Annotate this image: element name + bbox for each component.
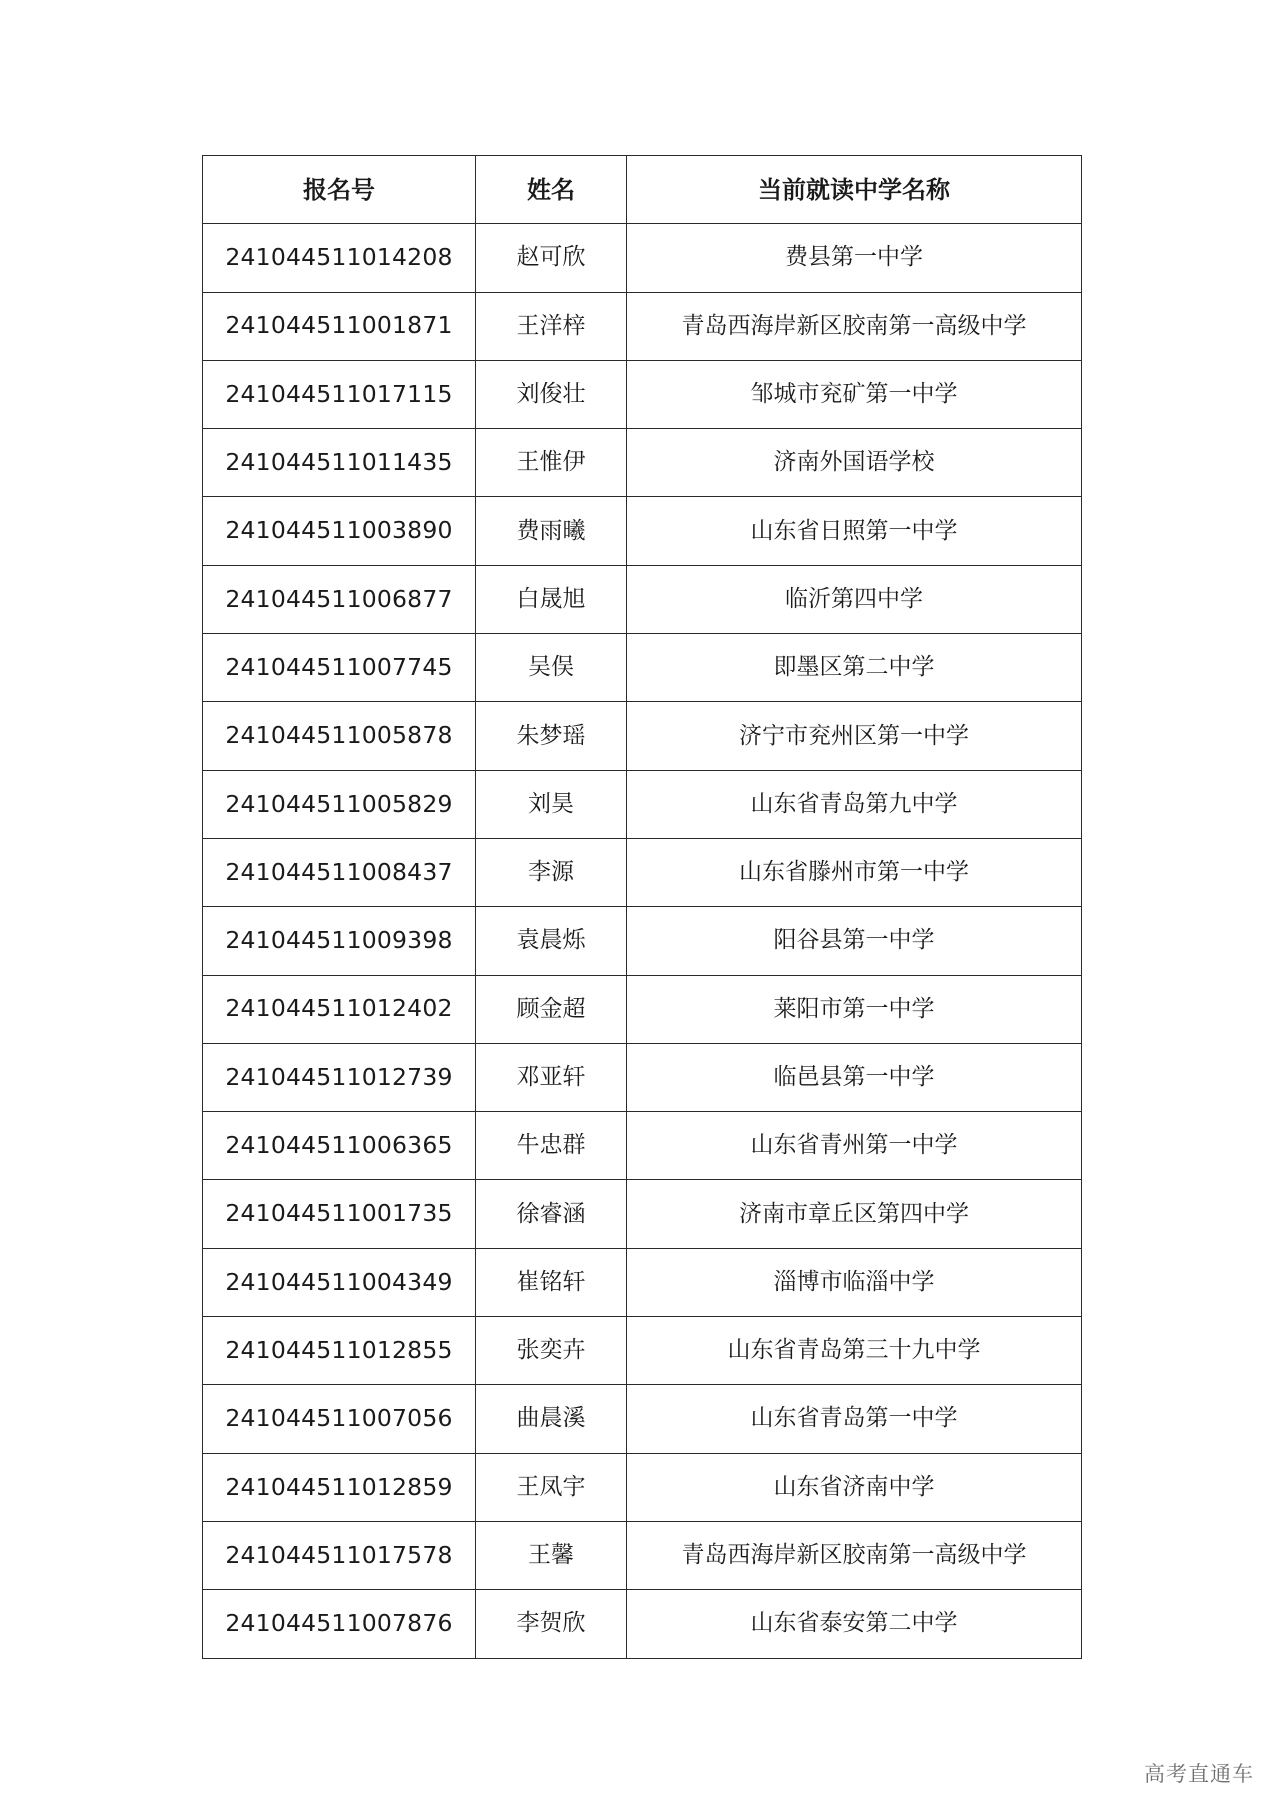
cell-registration-number: 241044511011435 [203,429,476,497]
cell-student-name: 刘俊壮 [476,360,627,428]
cell-school-name: 邹城市兖矿第一中学 [627,360,1082,428]
cell-school-name: 山东省青州第一中学 [627,1112,1082,1180]
table-row [203,634,1082,702]
cell-registration-number: 241044511004349 [203,1248,476,1316]
cell-student-name: 顾金超 [476,975,627,1043]
table-row [203,907,1082,975]
cell-student-name: 徐睿涵 [476,1180,627,1248]
table-row [203,1317,1082,1385]
cell-school-name: 山东省青岛第九中学 [627,770,1082,838]
table-row [203,1112,1082,1180]
cell-school-name: 费县第一中学 [627,224,1082,292]
cell-school-name: 青岛西海岸新区胶南第一高级中学 [627,292,1082,360]
cell-school-name: 山东省泰安第二中学 [627,1590,1082,1658]
cell-registration-number: 241044511005878 [203,702,476,770]
cell-school-name: 莱阳市第一中学 [627,975,1082,1043]
table-row [203,224,1082,292]
table-row [203,975,1082,1043]
cell-registration-number: 241044511008437 [203,838,476,906]
cell-student-name: 王馨 [476,1521,627,1589]
cell-school-name: 青岛西海岸新区胶南第一高级中学 [627,1521,1082,1589]
cell-student-name: 李源 [476,838,627,906]
cell-registration-number: 241044511017578 [203,1521,476,1589]
cell-student-name: 吴俣 [476,634,627,702]
cell-registration-number: 241044511005829 [203,770,476,838]
cell-student-name: 王洋梓 [476,292,627,360]
table-row [203,1590,1082,1658]
cell-registration-number: 241044511009398 [203,907,476,975]
table-row [203,702,1082,770]
cell-student-name: 李贺欣 [476,1590,627,1658]
cell-school-name: 即墨区第二中学 [627,634,1082,702]
cell-student-name: 张奕卉 [476,1317,627,1385]
cell-student-name: 白晟旭 [476,565,627,633]
table-body [203,224,1082,1658]
cell-student-name: 袁晨烁 [476,907,627,975]
cell-student-name: 崔铭轩 [476,1248,627,1316]
cell-registration-number: 241044511012739 [203,1043,476,1111]
cell-student-name: 曲晨溪 [476,1385,627,1453]
table-row [203,1521,1082,1589]
table-row [203,1043,1082,1111]
cell-registration-number: 241044511012402 [203,975,476,1043]
cell-student-name: 王惟伊 [476,429,627,497]
cell-registration-number: 241044511006365 [203,1112,476,1180]
cell-registration-number: 241044511001871 [203,292,476,360]
cell-student-name: 朱梦瑶 [476,702,627,770]
table-row [203,838,1082,906]
cell-registration-number: 241044511017115 [203,360,476,428]
table-header-row [203,156,1082,224]
cell-school-name: 山东省济南中学 [627,1453,1082,1521]
cell-registration-number: 241044511007745 [203,634,476,702]
cell-school-name: 济宁市兖州区第一中学 [627,702,1082,770]
cell-registration-number: 241044511006877 [203,565,476,633]
cell-student-name: 费雨曦 [476,497,627,565]
table-row [203,1385,1082,1453]
table-row [203,429,1082,497]
cell-school-name: 山东省青岛第一中学 [627,1385,1082,1453]
table-row [203,360,1082,428]
cell-student-name: 赵可欣 [476,224,627,292]
table-row [203,497,1082,565]
cell-student-name: 邓亚轩 [476,1043,627,1111]
cell-school-name: 济南市章丘区第四中学 [627,1180,1082,1248]
cell-registration-number: 241044511012859 [203,1453,476,1521]
table-row [203,1180,1082,1248]
cell-registration-number: 241044511014208 [203,224,476,292]
header-school: 当前就读中学名称 [627,156,1082,224]
cell-school-name: 临沂第四中学 [627,565,1082,633]
cell-registration-number: 241044511012855 [203,1317,476,1385]
watermark: 高考直通车 [1144,1762,1254,1786]
table-row [203,1453,1082,1521]
cell-registration-number: 241044511003890 [203,497,476,565]
cell-registration-number: 241044511007056 [203,1385,476,1453]
cell-registration-number: 241044511007876 [203,1590,476,1658]
cell-registration-number: 241044511001735 [203,1180,476,1248]
cell-school-name: 阳谷县第一中学 [627,907,1082,975]
cell-school-name: 淄博市临淄中学 [627,1248,1082,1316]
table-row [203,1248,1082,1316]
admission-roster-table [202,155,1082,1659]
header-registration-number: 报名号 [203,156,476,224]
cell-school-name: 山东省日照第一中学 [627,497,1082,565]
cell-student-name: 刘昊 [476,770,627,838]
cell-school-name: 山东省滕州市第一中学 [627,838,1082,906]
table-row [203,565,1082,633]
table-row [203,292,1082,360]
header-name: 姓名 [476,156,627,224]
cell-school-name: 山东省青岛第三十九中学 [627,1317,1082,1385]
table-row [203,770,1082,838]
cell-student-name: 牛忠群 [476,1112,627,1180]
cell-school-name: 临邑县第一中学 [627,1043,1082,1111]
cell-school-name: 济南外国语学校 [627,429,1082,497]
cell-student-name: 王凤宇 [476,1453,627,1521]
